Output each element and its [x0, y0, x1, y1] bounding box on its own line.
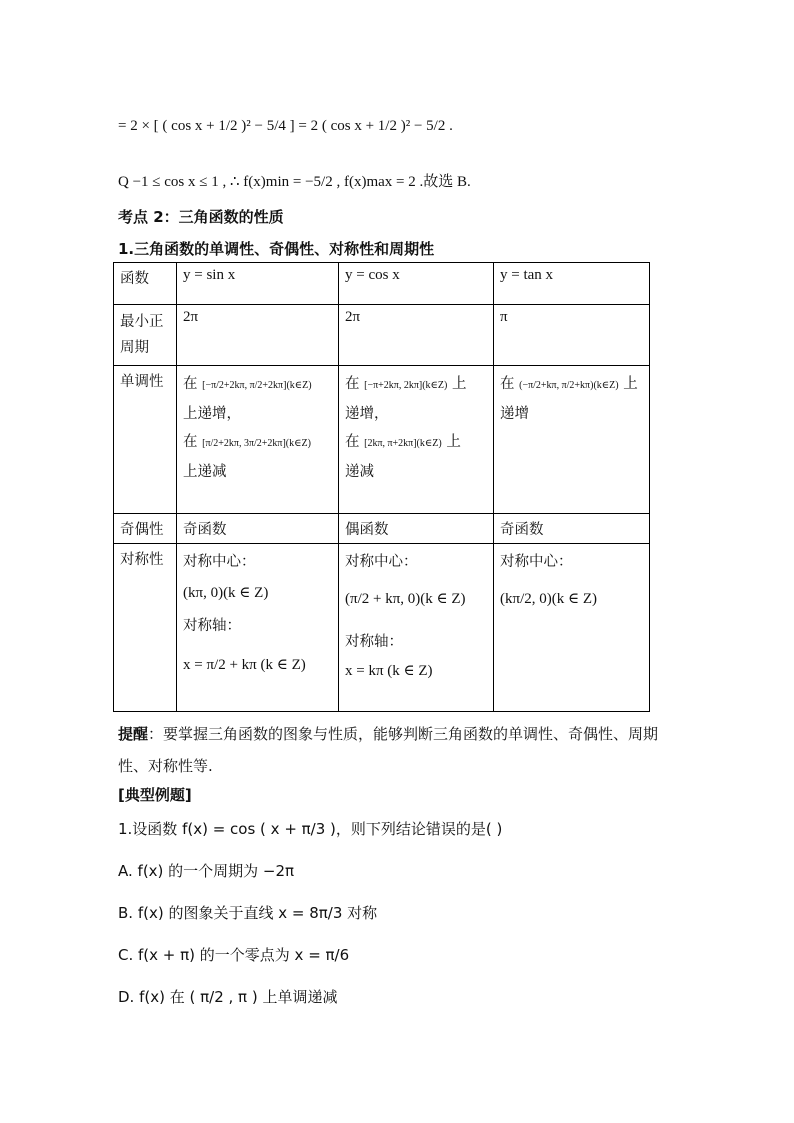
question-1: 1.设函数 f(x) = cos ( x + π/3 )，则下列结论错误的是( ) — [118, 820, 503, 838]
cell-text: 在 — [183, 376, 198, 392]
examples-heading: [典型例题] — [118, 786, 192, 804]
table-cell — [177, 366, 339, 514]
table-row — [114, 514, 650, 544]
option-b: B. f(x) 的图象关于直线 x = 8π/3 对称 — [118, 904, 378, 922]
cell-math: (kπ, 0)(k ∈ Z) — [183, 585, 269, 601]
cell-math: [2kπ, π+2kπ](k∈Z) — [364, 438, 442, 449]
cell-math: (−π/2+kπ, π/2+kπ)(k∈Z) — [519, 380, 619, 391]
table-cell — [177, 544, 339, 712]
table-cell — [339, 544, 494, 712]
derivation-line-1: = 2 × [ ( cos x + 1/2 )² − 5/4 ] = 2 ( cos x + 1/2 )² − 5/2 . — [118, 118, 453, 134]
option-d: D. f(x) 在 ( π/2 , π ) 上单调递减 — [118, 988, 338, 1006]
cell-math: (kπ/2, 0)(k ∈ Z) — [500, 591, 597, 607]
table-header-cell: y = sin x — [177, 263, 339, 305]
cell-text: 在 — [500, 376, 515, 392]
section-heading: 考点 2：三角函数的性质 — [118, 208, 284, 226]
table-row — [114, 305, 650, 366]
cell-math: x = kπ (k ∈ Z) — [345, 663, 433, 679]
table-cell: 最小正周期 — [114, 305, 177, 366]
cell-math: [−π+2kπ, 2kπ](k∈Z) — [364, 380, 448, 391]
cell-text: 在 — [345, 376, 360, 392]
table-cell: 奇函数 — [494, 514, 650, 544]
tip-label: 提醒 — [118, 725, 149, 743]
table-row — [114, 263, 650, 305]
cell-text: 上 — [446, 434, 461, 450]
cell-math: x = π/2 + kπ (k ∈ Z) — [183, 657, 306, 673]
table-cell: 2π — [339, 305, 494, 366]
table-cell: 偶函数 — [339, 514, 494, 544]
cell-math: [−π/2+2kπ, π/2+2kπ](k∈Z) — [202, 380, 312, 391]
cell-math: (π/2 + kπ, 0)(k ∈ Z) — [345, 591, 466, 607]
tip-paragraph — [118, 718, 678, 782]
cell-text: 在 — [345, 434, 360, 450]
table-cell: 奇函数 — [177, 514, 339, 544]
table-cell — [494, 366, 650, 514]
table-cell: 对称性 — [114, 544, 177, 712]
section-subheading: 1.三角函数的单调性、奇偶性、对称性和周期性 — [118, 240, 435, 258]
cell-text: 在 — [183, 434, 198, 450]
cell-text: 递减 — [345, 464, 374, 480]
table-cell — [339, 366, 494, 514]
cell-math: [π/2+2kπ, 3π/2+2kπ](k∈Z) — [202, 438, 311, 449]
tip-text: ：要掌握三角函数的图象与性质，能够判断三角函数的单调性、奇偶性、周期性、对称性等. — [118, 725, 659, 775]
cell-text: 上 — [623, 376, 638, 392]
cell-text: 上 — [451, 376, 467, 392]
cell-text: 递增， — [345, 406, 389, 422]
cell-text: 对称轴： — [183, 618, 241, 634]
derivation-line-2: Q −1 ≤ cos x ≤ 1 , ∴ f(x)min = −5/2 , f(x)max = 2 .故选 B. — [118, 174, 471, 190]
table-cell — [494, 544, 650, 712]
table-row — [114, 366, 650, 514]
option-c: C. f(x + π) 的一个零点为 x = π/6 — [118, 946, 350, 964]
cell-text: 对称中心： — [345, 554, 418, 570]
table-cell: π — [494, 305, 650, 366]
table-cell: 单调性 — [114, 366, 177, 514]
cell-text: 上递减 — [183, 464, 227, 480]
table-row — [114, 544, 650, 712]
cell-text: 递增 — [500, 406, 529, 422]
cell-text: 对称中心： — [183, 554, 256, 570]
option-a: A. f(x) 的一个周期为 −2π — [118, 862, 295, 880]
trig-properties-table — [113, 262, 650, 712]
table-header-cell: y = tan x — [494, 263, 650, 305]
table-header-cell: 函数 — [114, 263, 177, 305]
cell-text: 上递增， — [183, 406, 241, 422]
cell-text: 对称轴： — [345, 634, 403, 650]
table-header-cell: y = cos x — [339, 263, 494, 305]
cell-text: 对称中心： — [500, 554, 573, 570]
table-cell: 奇偶性 — [114, 514, 177, 544]
table-cell: 2π — [177, 305, 339, 366]
